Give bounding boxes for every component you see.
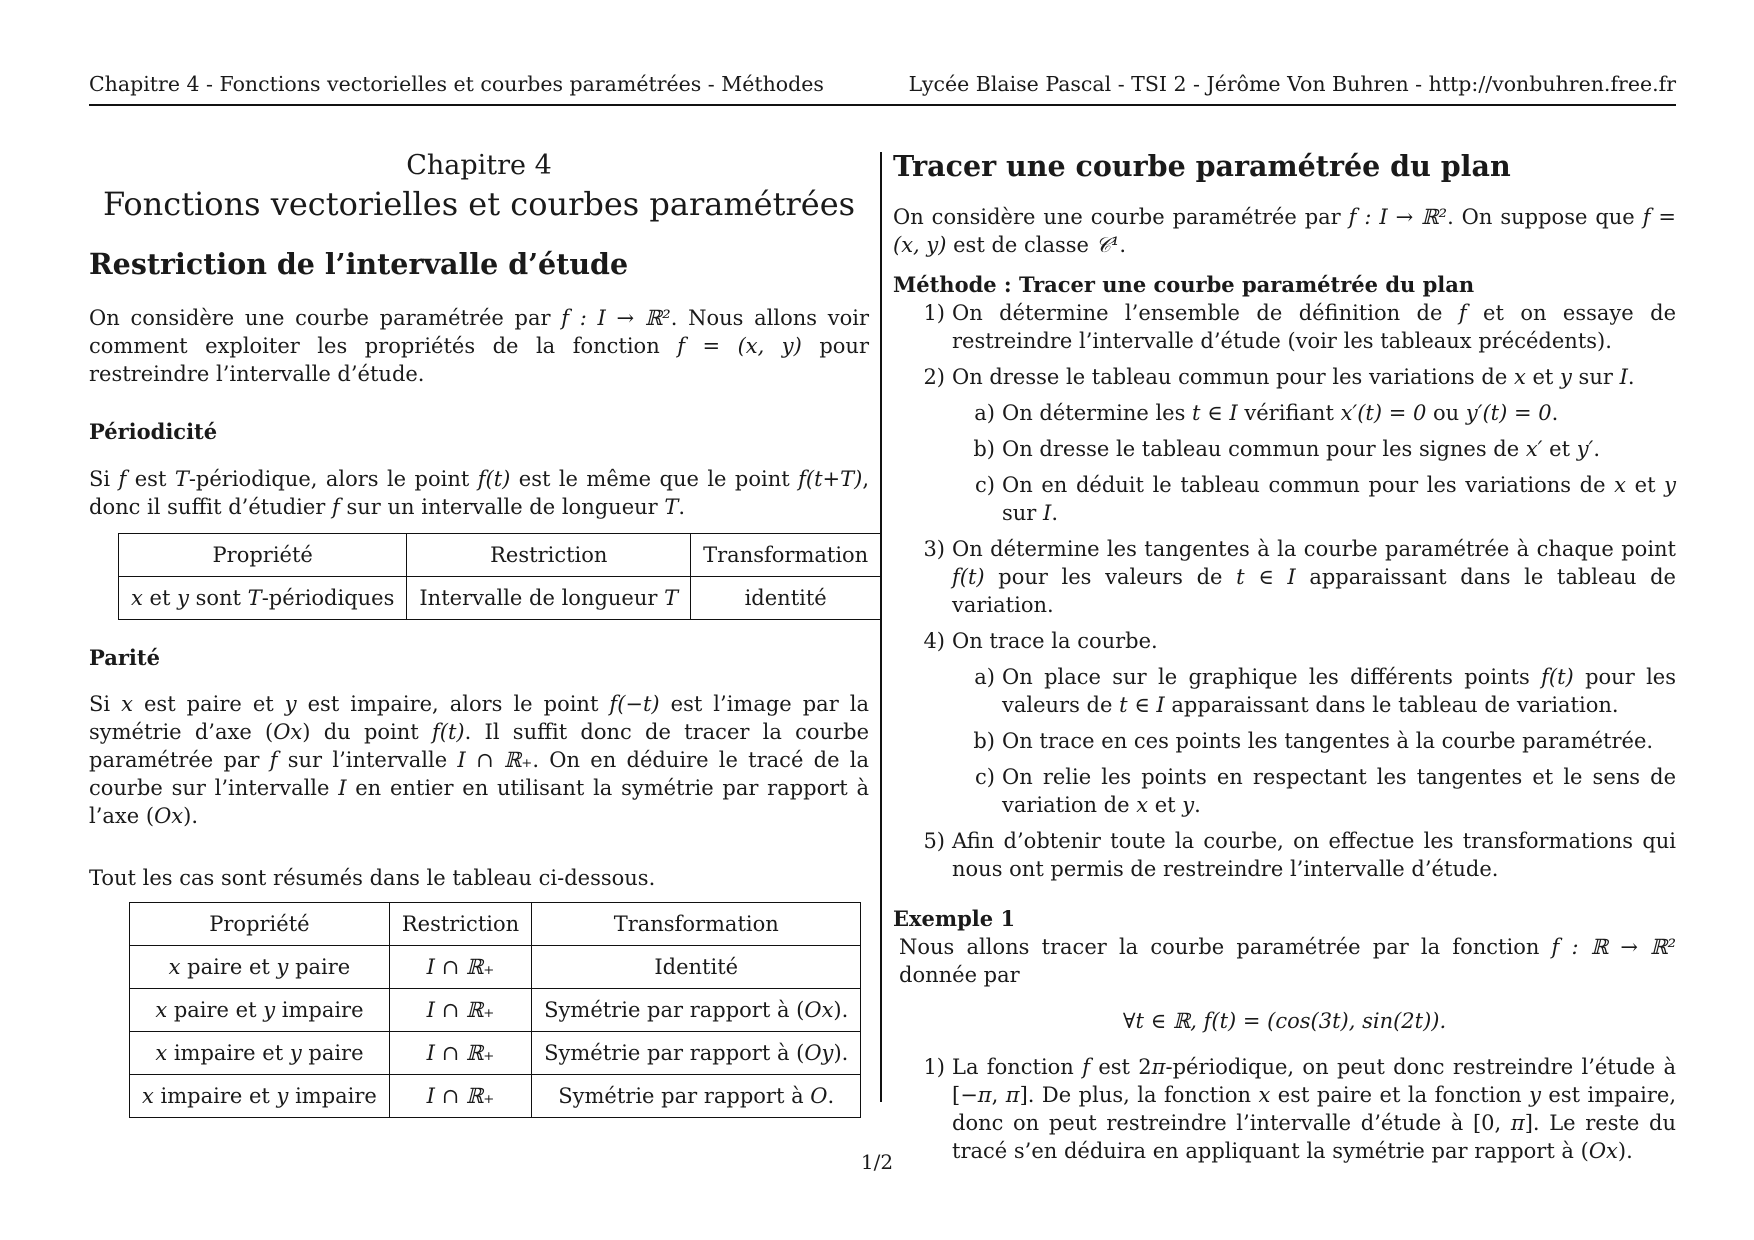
list-item: b) On dresse le tableau commun pour les signes de x′ et y′. [973,437,1601,461]
table-header-cell: Transformation [532,903,861,946]
table-cell: Symétrie par rapport à (Oy). [532,1032,861,1075]
page-number: 1/2 [860,1150,894,1174]
summary-table [129,902,861,1118]
table-row [130,1032,861,1075]
table-cell: I ∩ ℝ₊ [389,989,531,1032]
table-cell: identité [691,577,881,620]
list-item: c) On en déduit le tableau commun pour les variations de x et y sur I. [975,473,1677,525]
table-cell: I ∩ ℝ₊ [389,1075,531,1118]
table-cell: I ∩ ℝ₊ [389,1032,531,1075]
table-cell: I ∩ ℝ₊ [389,946,531,989]
table-header-row [130,903,861,946]
table-cell: Intervalle de longueur T [407,577,691,620]
periodicity-table [118,533,881,620]
table-cell: Symétrie par rapport à O. [532,1075,861,1118]
left-column [89,148,869,1118]
list-item: a) On détermine les t ∈ I vérifiant x′(t) = 0 ou y′(t) = 0. [974,401,1559,425]
right-column [893,148,1676,1165]
list-item: c) On relie les points en respectant les tangentes et le sens de variation de x et y. [975,765,1676,817]
header-left: Chapitre 4 - Fonctions vectorielles et courbes paramétrées - Méthodes [89,72,824,96]
table-row [130,1075,861,1118]
example-title: Exemple 1 [893,906,1016,931]
example-intro: Nous allons tracer la courbe paramétrée par la fonction f : ℝ → ℝ² donnée par [899,935,1676,987]
table-cell: x impaire et y paire [130,1032,390,1075]
list-item: 1) On détermine l’ensemble de définition de f et on essaye de restreindre l’intervalle d’étude (voir les tableaux précédents). [923,301,1676,353]
list-item: 2) On dresse le tableau commun pour les variations de x et y sur I. [923,365,1635,389]
table-header-row [119,534,881,577]
parity-paragraph: Si x est paire et y est impaire, alors le point f(−t) est l’image par la symétrie d’axe (Ox) du point f(t). Il suffit donc de tracer la courbe paramétrée par f sur l’intervalle I ∩ ℝ₊. On en déduire le tracé de la courbe sur l’intervalle I en entier en utilisant la symétrie par rapport à l’axe (Ox). [89,692,869,828]
list-item: a) On place sur le graphique les différents points f(t) pour les valeurs de t ∈ I apparaissant dans le tableau de variation. [974,665,1676,717]
table-header-cell: Propriété [119,534,407,577]
list-item: 1) La fonction f est 2π-périodique, on peut donc restreindre l’étude à [−π, π]. De plus, la fonction x est paire et la fonction y est impaire, donc on peut restreindre l’intervalle d’étude à [0, π]. Le reste du tracé s’en déduira en appliquant la symétrie par rapport à (Ox). [923,1055,1676,1163]
table-cell: x paire et y impaire [130,989,390,1032]
table-cell: x paire et y paire [130,946,390,989]
restriction-intro: On considère une courbe paramétrée par f : I → ℝ². Nous allons voir comment exploiter les propriétés de la fonction f = (x, y) pour restreindre l’intervalle d’étude. [89,306,869,386]
list-item: 4) On trace la courbe. [923,629,1158,653]
chapter-title [89,148,869,224]
section-title-trace: Tracer une courbe paramétrée du plan [893,149,1511,183]
subsection-periodicity: Périodicité [89,419,218,444]
table-cell: x et y sont T-périodiques [119,577,407,620]
page-header [89,70,1676,106]
method-steps [893,299,1676,883]
table-header-cell: Transformation [691,534,881,577]
chapter-name: Fonctions vectorielles et courbes paramétrées [102,185,856,223]
section-title-restriction: Restriction de l’intervalle d’étude [89,247,629,281]
periodicity-paragraph: Si f est T-périodique, alors le point f(t) est le même que le point f(t+T), donc il suffit d’étudier f sur un intervalle de longueur T. [89,467,869,519]
list-item: 5) Afin d’obtenir toute la courbe, on effectue les transformations qui nous ont permis de restreindre l’intervalle d’étude. [923,829,1676,881]
table-header-cell: Restriction [389,903,531,946]
header-right: Lycée Blaise Pascal - TSI 2 - Jérôme Von Buhren - http://vonbuhren.free.fr [908,72,1676,96]
table-cell: x impaire et y impaire [130,1075,390,1118]
chapter-number: Chapitre 4 [406,150,552,181]
list-item: 3) On détermine les tangentes à la courbe paramétrée à chaque point f(t) pour les valeurs de t ∈ I apparaissant dans le tableau de variation. [923,537,1676,617]
trace-intro: On considère une courbe paramétrée par f : I → ℝ². On suppose que f = (x, y) est de classe 𝒞¹. [893,205,1676,257]
table-cell: Symétrie par rapport à (Ox). [532,989,861,1032]
column-divider [880,152,882,1102]
method-title: Méthode : Tracer une courbe paramétrée du plan [893,272,1475,297]
list-item: b) On trace en ces points les tangentes à la courbe paramétrée. [973,729,1654,753]
example-formula: ∀t ∈ ℝ, f(t) = (cos(3t), sin(2t)). [1122,1009,1447,1033]
table-row [130,989,861,1032]
summary-sentence: Tout les cas sont résumés dans le tableau ci-dessous. [89,866,656,890]
table-header-cell: Restriction [407,534,691,577]
table-row [119,577,881,620]
subsection-parity: Parité [89,645,160,670]
table-cell: Identité [532,946,861,989]
table-row [130,946,861,989]
table-header-cell: Propriété [130,903,390,946]
